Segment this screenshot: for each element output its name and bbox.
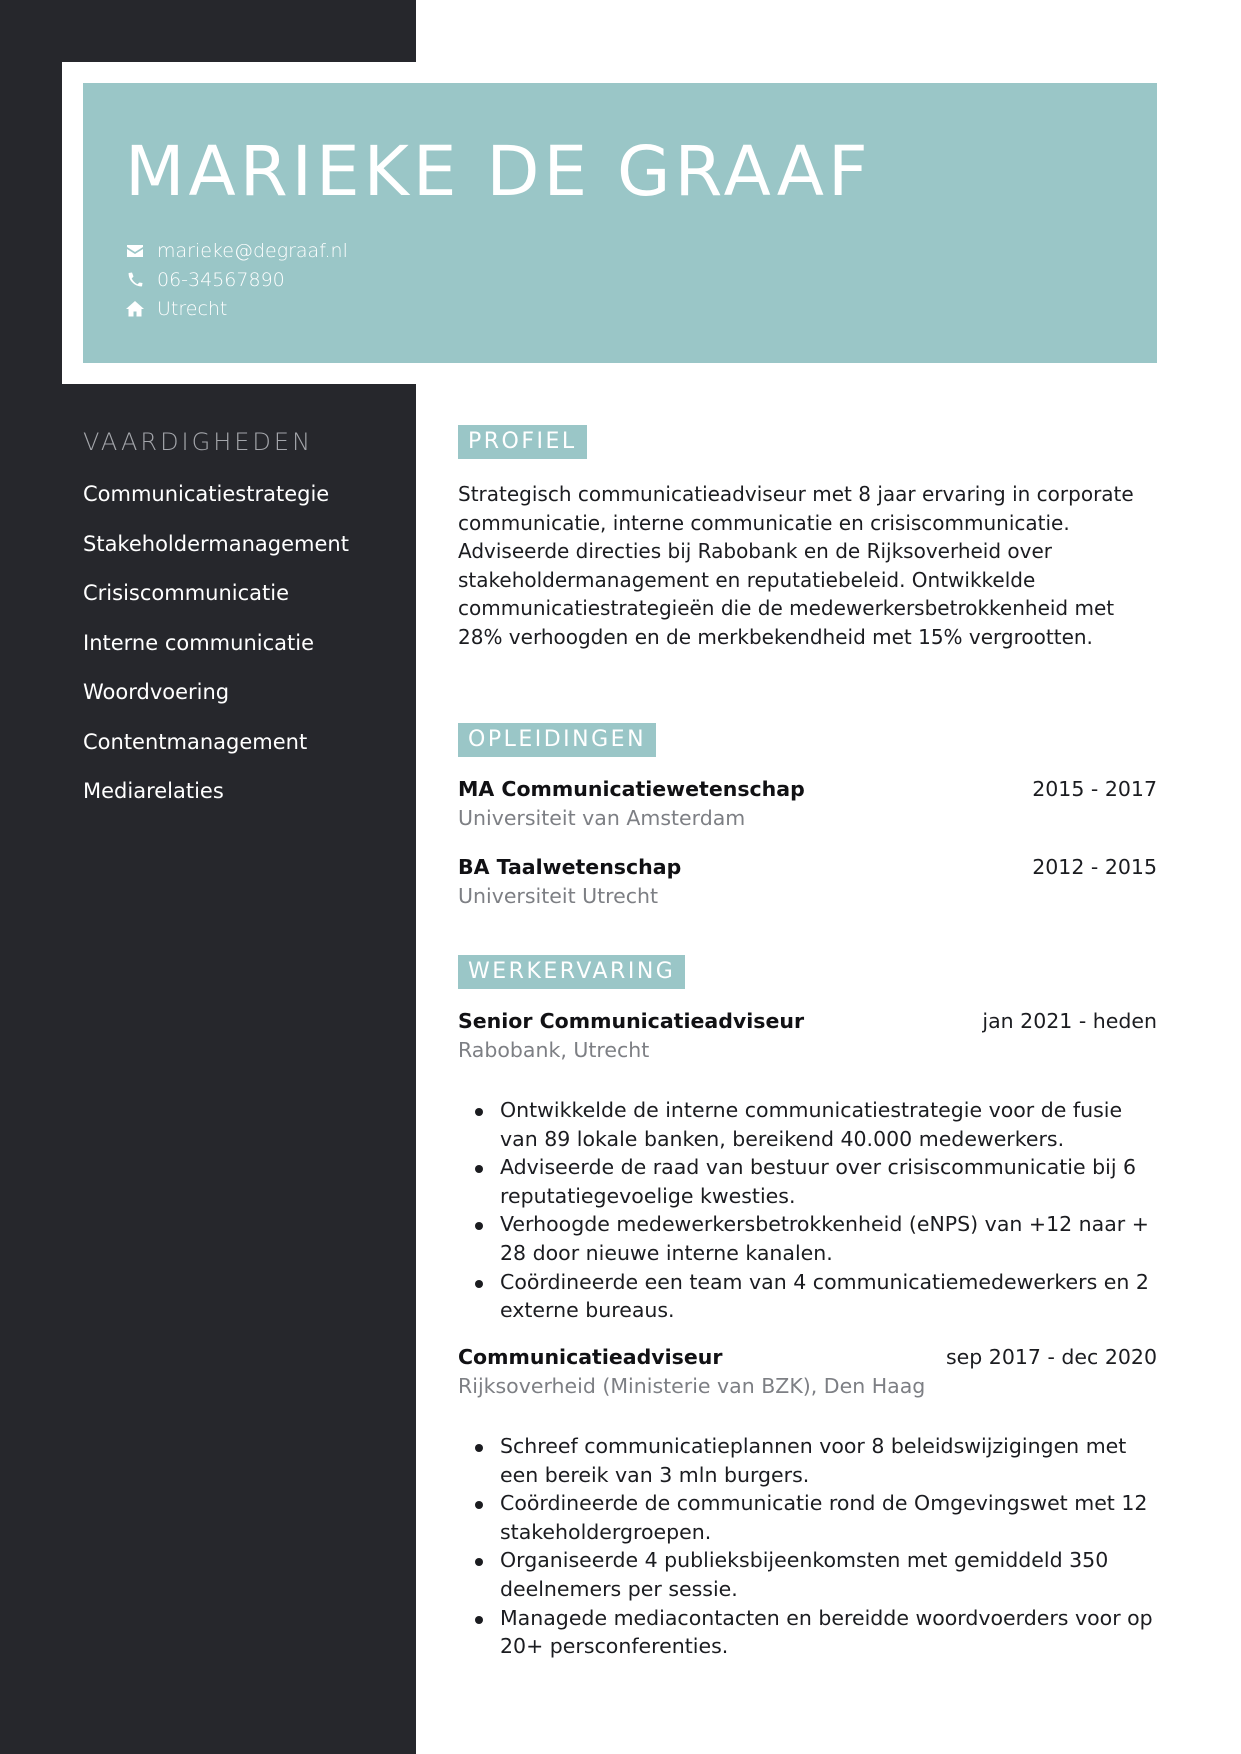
- job-dates: sep 2017 - dec 2020: [945, 1345, 1157, 1369]
- skill-item: Stakeholdermanagement: [83, 531, 349, 556]
- education-entry-header: [458, 855, 1157, 879]
- contact-info: [123, 236, 348, 323]
- experience-heading: WERKERVARING: [458, 955, 685, 989]
- skill-item: Contentmanagement: [83, 729, 308, 754]
- education-heading: OPLEIDINGEN: [458, 723, 656, 757]
- achievement-item: Organiseerde 4 publieksbijeenkomsten met gemiddeld 350 deelnemers per sessie.: [458, 1546, 1157, 1603]
- school-name: Universiteit Utrecht: [458, 884, 659, 908]
- job-entry-header: [458, 1345, 1157, 1369]
- home-icon: [123, 299, 147, 319]
- education-dates: 2015 - 2017: [1032, 777, 1157, 801]
- location-text: Utrecht: [157, 297, 228, 320]
- job-organization: Rabobank, Utrecht: [458, 1038, 650, 1062]
- job-organization: Rijksoverheid (Ministerie van BZK), Den Haag: [458, 1374, 926, 1398]
- job-role: Communicatieadviseur: [458, 1345, 723, 1369]
- achievement-item: Managede mediacontacten en bereidde woordvoerders voor op 20+ persconferenties.: [458, 1604, 1157, 1661]
- contact-phone: [123, 265, 348, 294]
- job-entry-header: [458, 1009, 1157, 1033]
- candidate-name: MARIEKE DE GRAAF: [125, 132, 872, 212]
- skills-heading: VAARDIGHEDEN: [83, 428, 314, 456]
- skill-item: Communicatiestrategie: [83, 482, 330, 506]
- skill-item: Interne communicatie: [83, 630, 314, 655]
- achievement-item: Schreef communicatieplannen voor 8 beleidswijzigingen met een bereik van 3 mln burgers.: [458, 1432, 1157, 1489]
- skill-item: Mediarelaties: [83, 779, 224, 803]
- education-entry-header: [458, 777, 1157, 801]
- achievement-item: Coördineerde de communicatie rond de Omgevingswet met 12 stakeholdergroepen.: [458, 1489, 1157, 1546]
- achievement-item: Ontwikkelde de interne communicatiestrategie voor de fusie van 89 lokale banken, bereikend 40.000 medewerkers.: [458, 1096, 1157, 1153]
- email-text[interactable]: marieke@degraaf.nl: [157, 239, 348, 262]
- contact-email: [123, 236, 348, 265]
- job-role: Senior Communicatieadviseur: [458, 1009, 805, 1033]
- achievement-item: Coördineerde een team van 4 communicatiemedewerkers en 2 externe bureaus.: [458, 1268, 1157, 1325]
- skills-list: [83, 478, 349, 825]
- job-dates: jan 2021 - heden: [982, 1009, 1157, 1033]
- skill-item: Woordvoering: [83, 680, 230, 704]
- profile-summary: Strategisch communicatieadviseur met 8 jaar ervaring in corporate communicatie, interne communicatie en crisiscommunicatie. Adviseerde directies bij Rabobank en de Rijksoverheid over stakeholdermanagement en reputatiebeleid. Ontwikkelde communicatiestrategieën die de medewerkersbetrokkenheid met 28% verhoogden en de merkbekendheid met 15% vergrootten.: [458, 482, 1134, 649]
- degree-title: MA Communicatiewetenschap: [458, 777, 805, 801]
- job-achievements: [458, 1432, 1157, 1661]
- school-name: Universiteit van Amsterdam: [458, 806, 746, 830]
- phone-text[interactable]: 06-34567890: [157, 268, 285, 291]
- envelope-icon: [123, 241, 147, 261]
- skill-item: Crisiscommunicatie: [83, 581, 290, 605]
- education-dates: 2012 - 2015: [1032, 855, 1157, 879]
- job-achievements: [458, 1096, 1157, 1325]
- achievement-item: Adviseerde de raad van bestuur over crisiscommunicatie bij 6 reputatiegevoelige kwesties.: [458, 1153, 1157, 1210]
- profile-heading: PROFIEL: [458, 425, 587, 459]
- achievement-item: Verhoogde medewerkersbetrokkenheid (eNPS) van +12 naar + 28 door nieuwe interne kanalen.: [458, 1210, 1157, 1267]
- phone-icon: [123, 270, 147, 290]
- contact-location: [123, 294, 348, 323]
- degree-title: BA Taalwetenschap: [458, 855, 682, 879]
